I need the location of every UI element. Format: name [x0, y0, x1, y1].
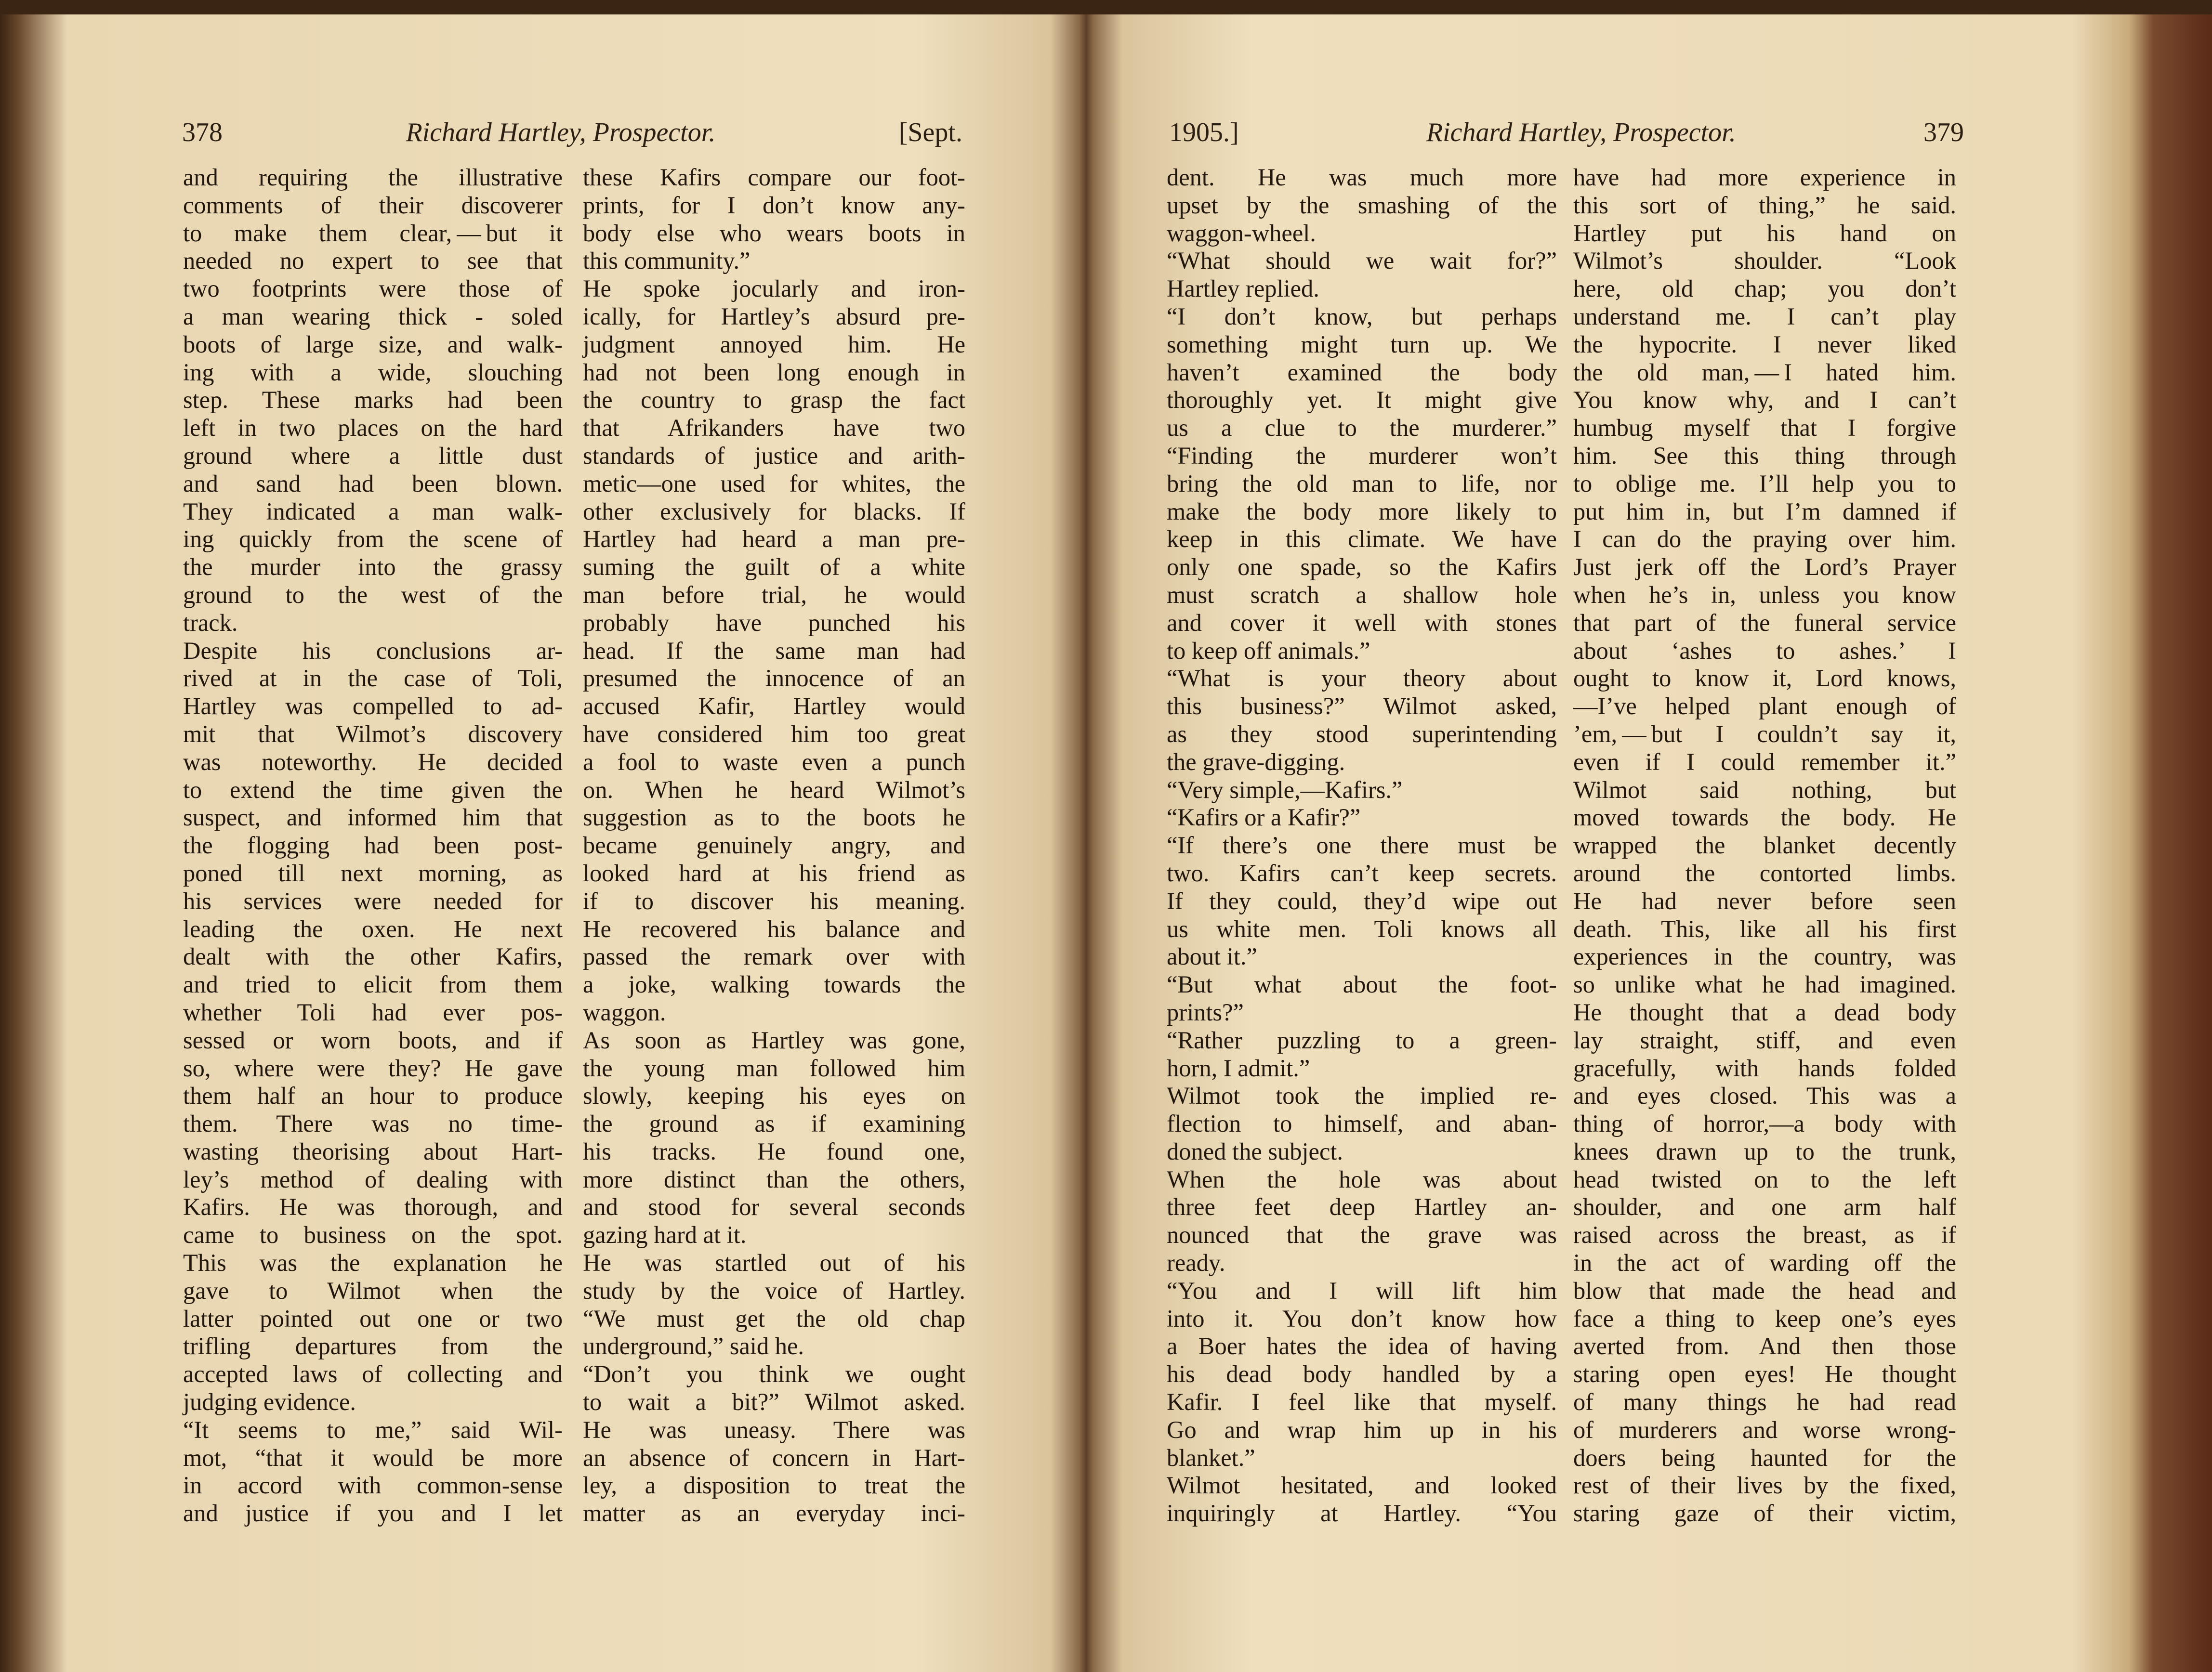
text-line: his dead body handled by a	[1167, 1360, 1557, 1388]
text-line: Wilmot took the implied re-	[1167, 1082, 1557, 1110]
text-line: his services were needed for	[183, 887, 563, 914]
text-line: knees drawn up to the trunk,	[1573, 1137, 1956, 1165]
text-line: “Rather puzzling to a green-	[1167, 1026, 1557, 1054]
text-line: a Boer hates the idea of having	[1167, 1332, 1557, 1360]
text-line: latter pointed out one or two	[183, 1305, 563, 1332]
text-line: head. If the same man had	[583, 637, 965, 664]
text-line: Despite his conclusions ar-	[183, 637, 563, 664]
text-line: raised across the breast, as if	[1573, 1221, 1956, 1249]
text-line: in accord with common-sense	[183, 1472, 563, 1499]
text-line: had not been long enough in	[583, 358, 965, 386]
text-line: man before trial, he would	[583, 581, 965, 608]
text-line: an absence of concern in Hart-	[583, 1444, 965, 1471]
text-line: “But what about the foot-	[1167, 971, 1557, 998]
text-line: them. There was no time-	[183, 1110, 563, 1137]
text-line: study by the voice of Hartley.	[583, 1277, 965, 1304]
text-line: doers being haunted for the	[1573, 1444, 1956, 1471]
text-line: “What should we wait for?”	[1167, 247, 1557, 274]
text-line: wrapped the blanket decently	[1573, 832, 1956, 859]
left-column-1	[183, 164, 563, 1528]
text-line: leading the oxen. He next	[183, 915, 563, 942]
text-line: have considered him too great	[583, 720, 965, 747]
text-line: other exclusively for blacks. If	[583, 497, 965, 525]
text-line: and justice if you and I let	[183, 1500, 563, 1527]
text-line: Kafirs. He was thorough, and	[183, 1193, 563, 1221]
text-line: This was the explanation he	[183, 1249, 563, 1277]
right-running-date: 1905.]	[1169, 118, 1239, 147]
text-line: judgment annoyed him. He	[583, 330, 965, 358]
right-page	[1090, 0, 2149, 1672]
text-line: wasting theorising about Hart-	[183, 1137, 563, 1165]
text-line: “Finding the murderer won’t	[1167, 442, 1557, 469]
text-line: his tracks. He found one,	[583, 1137, 965, 1165]
text-line: looked hard at his friend as	[583, 859, 965, 887]
right-running-title: Richard Hartley, Prospector.	[1426, 118, 1736, 147]
text-line: prints?”	[1167, 998, 1244, 1026]
text-line: experiences in the country, was	[1573, 943, 1956, 970]
text-line: nounced that the grave was	[1167, 1221, 1557, 1249]
text-line: a joke, walking towards the	[583, 971, 965, 998]
text-line: He spoke jocularly and iron-	[583, 275, 965, 302]
text-line: staring open eyes! He thought	[1573, 1360, 1956, 1388]
text-line: rest of their lives by the fixed,	[1573, 1472, 1956, 1499]
text-line: rived at in the case of Toli,	[183, 665, 563, 692]
text-line: a man wearing thick - soled	[183, 302, 563, 330]
left-running-date: [Sept.	[898, 118, 962, 147]
text-line: gave to Wilmot when the	[183, 1277, 563, 1304]
left-page	[0, 0, 1084, 1672]
text-line: Wilmot said nothing, but	[1573, 776, 1956, 803]
text-line: standards of justice and arith-	[583, 442, 965, 469]
text-line: Just jerk off the Lord’s Prayer	[1573, 553, 1956, 581]
text-line: the murder into the grassy	[183, 553, 563, 581]
text-line: blanket.”	[1167, 1444, 1255, 1471]
left-column-2	[583, 164, 965, 1528]
text-line: about it.”	[1167, 943, 1257, 970]
text-line: was noteworthy. He decided	[183, 748, 563, 775]
text-line: dent. He was much more	[1167, 164, 1557, 191]
text-line: to oblige me. I’ll help you to	[1573, 470, 1956, 497]
text-line: became genuinely angry, and	[583, 832, 965, 859]
text-line: ley, a disposition to treat the	[583, 1472, 965, 1499]
text-line: averted from. And then those	[1573, 1332, 1956, 1360]
text-line: and requiring the illustrative	[183, 164, 563, 191]
text-line: keep in this climate. We have	[1167, 525, 1557, 553]
text-line: As soon as Hartley was gone,	[583, 1026, 965, 1054]
text-line: if to discover his meaning.	[583, 887, 965, 914]
text-line: probably have punched his	[583, 609, 965, 636]
text-line: lay straight, stiff, and even	[1573, 1026, 1956, 1054]
text-line: “Kafirs or a Kafir?”	[1167, 804, 1361, 831]
text-line: two. Kafirs can’t keep secrets.	[1167, 859, 1557, 887]
text-line: and tried to elicit from them	[183, 971, 563, 998]
text-line: head twisted on to the left	[1573, 1165, 1956, 1193]
text-line: He recovered his balance and	[583, 915, 965, 942]
text-line: death. This, like all his first	[1573, 915, 1956, 942]
text-line: ’em, — but I couldn’t say it,	[1573, 720, 1956, 747]
text-line: horn, I admit.”	[1167, 1054, 1310, 1082]
text-line: ing with a wide, slouching	[183, 358, 563, 386]
text-line: Hartley put his hand on	[1573, 219, 1956, 247]
text-line: gazing hard at it.	[583, 1221, 747, 1249]
text-line: into it. You don’t know how	[1167, 1305, 1557, 1332]
text-line: “Very simple,—Kafirs.”	[1167, 776, 1403, 803]
text-line: in the act of warding off the	[1573, 1249, 1956, 1277]
text-line: and eyes closed. This was a	[1573, 1082, 1956, 1110]
text-line: to wait a bit?” Wilmot asked.	[583, 1388, 965, 1416]
text-line: haven’t examined the body	[1167, 358, 1557, 386]
text-line: the country to grasp the fact	[583, 386, 965, 414]
text-line: upset by the smashing of the	[1167, 191, 1557, 219]
text-line: step. These marks had been	[183, 386, 563, 414]
text-line: Wilmot hesitated, and looked	[1167, 1472, 1557, 1499]
left-running-header	[182, 113, 962, 152]
text-line: suming the guilt of a white	[583, 553, 965, 581]
text-line: “I don’t know, but perhaps	[1167, 302, 1557, 330]
text-line: to make them clear, — but it	[183, 219, 563, 247]
text-line: shoulder, and one arm half	[1573, 1193, 1956, 1221]
text-line: They indicated a man walk-	[183, 497, 563, 525]
text-line: ley’s method of dealing with	[183, 1165, 563, 1193]
text-line: thing of horror,—a body with	[1573, 1110, 1956, 1137]
text-line: dealt with the other Kafirs,	[183, 943, 563, 970]
text-line: of murderers and worse wrong-	[1573, 1416, 1956, 1443]
text-line: Kafir. I feel like that myself.	[1167, 1388, 1557, 1416]
text-line: doned the subject.	[1167, 1137, 1343, 1165]
text-line: here, old chap; you don’t	[1573, 275, 1956, 302]
text-line: He was startled out of his	[583, 1249, 965, 1277]
right-column-1	[1167, 164, 1557, 1528]
text-line: accused Kafir, Hartley would	[583, 692, 965, 720]
text-line: as they stood superintending	[1167, 720, 1557, 747]
text-line: to keep off animals.”	[1167, 637, 1370, 664]
text-line: Hartley was compelled to ad-	[183, 692, 563, 720]
text-line: trifling departures from the	[183, 1332, 563, 1360]
text-line: about ‘ashes to ashes.’ I	[1573, 637, 1956, 664]
left-running-title: Richard Hartley, Prospector.	[406, 118, 716, 147]
text-line: these Kafirs compare our foot-	[583, 164, 965, 191]
text-line: the ground as if examining	[583, 1110, 965, 1137]
text-line: prints, for I don’t know any-	[583, 191, 965, 219]
text-line: the grave-digging.	[1167, 748, 1345, 775]
text-line: waggon.	[583, 998, 666, 1026]
text-line: must scratch a shallow hole	[1167, 581, 1557, 608]
text-line: Hartley had heard a man pre-	[583, 525, 965, 553]
text-line: accepted laws of collecting and	[183, 1360, 563, 1388]
text-line: make the body more likely to	[1167, 497, 1557, 525]
text-line: needed no expert to see that	[183, 247, 563, 274]
text-line: something might turn up. We	[1167, 330, 1557, 358]
text-line: on. When he heard Wilmot’s	[583, 776, 965, 803]
text-line: mit that Wilmot’s discovery	[183, 720, 563, 747]
text-line: whether Toli had ever pos-	[183, 998, 563, 1026]
text-line: the hypocrite. I never liked	[1573, 330, 1956, 358]
text-line: You know why, and I can’t	[1573, 386, 1956, 414]
text-line: presumed the innocence of an	[583, 665, 965, 692]
text-line: left in two places on the hard	[183, 414, 563, 442]
text-line: poned till next morning, as	[183, 859, 563, 887]
right-running-header	[1169, 113, 1964, 152]
text-line: the young man followed him	[583, 1054, 965, 1082]
text-line: ought to know it, Lord knows,	[1573, 665, 1956, 692]
text-line: came to business on the spot.	[183, 1221, 563, 1249]
text-line: him. See this thing through	[1573, 442, 1956, 469]
text-line: this community.”	[583, 247, 750, 274]
text-line: that Afrikanders have two	[583, 414, 965, 442]
text-line: boots of large size, and walk-	[183, 330, 563, 358]
text-line: moved towards the body. He	[1573, 804, 1956, 831]
text-line: us a clue to the murderer.”	[1167, 414, 1557, 442]
text-line: “You and I will lift him	[1167, 1277, 1557, 1304]
text-line: understand me. I can’t play	[1573, 302, 1956, 330]
text-line: inquiringly at Hartley. “You	[1167, 1500, 1557, 1527]
text-line: them half an hour to produce	[183, 1082, 563, 1110]
text-line: matter as an everyday inci-	[583, 1500, 965, 1527]
text-line: have had more experience in	[1573, 164, 1956, 191]
text-line: sessed or worn boots, and if	[183, 1026, 563, 1054]
text-line: track.	[183, 609, 238, 636]
text-line: around the contorted limbs.	[1573, 859, 1956, 887]
text-line: only one spade, so the Kafirs	[1167, 553, 1557, 581]
text-line: ready.	[1167, 1249, 1225, 1277]
text-line: judging evidence.	[183, 1388, 356, 1416]
text-line: comments of their discoverer	[183, 191, 563, 219]
text-line: ically, for Hartley’s absurd pre-	[583, 302, 965, 330]
text-line: If they could, they’d wipe out	[1167, 887, 1557, 914]
text-line: two footprints were those of	[183, 275, 563, 302]
text-line: suggestion as to the boots he	[583, 804, 965, 831]
text-line: us white men. Toli knows all	[1167, 915, 1557, 942]
text-line: He had never before seen	[1573, 887, 1956, 914]
text-line: so unlike what he had imagined.	[1573, 971, 1956, 998]
text-line: flection to himself, and aban-	[1167, 1110, 1557, 1137]
text-line: “It seems to me,” said Wil-	[183, 1416, 563, 1443]
text-line: gracefully, with hands folded	[1573, 1054, 1956, 1082]
text-line: of many things he had read	[1573, 1388, 1956, 1416]
text-line: humbug myself that I forgive	[1573, 414, 1956, 442]
text-line: underground,” said he.	[583, 1332, 804, 1360]
text-line: and sand had been blown.	[183, 470, 563, 497]
text-line: He was uneasy. There was	[583, 1416, 965, 1443]
text-line: waggon-wheel.	[1167, 219, 1316, 247]
text-line: put him in, but I’m damned if	[1573, 497, 1956, 525]
text-line: “Don’t you think we ought	[583, 1360, 965, 1388]
text-line: this business?” Wilmot asked,	[1167, 692, 1557, 720]
text-line: staring gaze of their victim,	[1573, 1500, 1956, 1527]
text-line: to extend the time given the	[183, 776, 563, 803]
text-line: when he’s in, unless you know	[1573, 581, 1956, 608]
right-column-2	[1573, 164, 1956, 1528]
text-line: mot, “that it would be more	[183, 1444, 563, 1471]
text-line: I can do the praying over him.	[1573, 525, 1956, 553]
text-line: “We must get the old chap	[583, 1305, 965, 1332]
text-line: ing quickly from the scene of	[183, 525, 563, 553]
text-line: Go and wrap him up in his	[1167, 1416, 1557, 1443]
text-line: a fool to waste even a punch	[583, 748, 965, 775]
text-line: this sort of thing,” he said.	[1573, 191, 1956, 219]
text-line: that part of the funeral service	[1573, 609, 1956, 636]
text-line: “If there’s one there must be	[1167, 832, 1557, 859]
right-page-number: 379	[1923, 118, 1964, 147]
text-line: metic—one used for whites, the	[583, 470, 965, 497]
text-line: thoroughly yet. It might give	[1167, 386, 1557, 414]
text-line: face a thing to keep one’s eyes	[1573, 1305, 1956, 1332]
text-line: even if I could remember it.”	[1573, 748, 1956, 775]
text-line: “What is your theory about	[1167, 665, 1557, 692]
text-line: bring the old man to life, nor	[1167, 470, 1557, 497]
text-line: the old man, — I hated him.	[1573, 358, 1956, 386]
text-line: passed the remark over with	[583, 943, 965, 970]
text-line: and stood for several seconds	[583, 1193, 965, 1221]
text-line: slowly, keeping his eyes on	[583, 1082, 965, 1110]
text-line: —I’ve helped plant enough of	[1573, 692, 1956, 720]
text-line: so, where were they? He gave	[183, 1054, 563, 1082]
text-line: suspect, and informed him that	[183, 804, 563, 831]
text-line: the flogging had been post-	[183, 832, 563, 859]
text-line: ground to the west of the	[183, 581, 563, 608]
text-line: body else who wears boots in	[583, 219, 965, 247]
text-line: ground where a little dust	[183, 442, 563, 469]
left-page-number: 378	[182, 118, 223, 147]
text-line: He thought that a dead body	[1573, 998, 1956, 1026]
text-line: three feet deep Hartley an-	[1167, 1193, 1557, 1221]
text-line: Hartley replied.	[1167, 275, 1319, 302]
text-line: When the hole was about	[1167, 1165, 1557, 1193]
text-line: Wilmot’s shoulder. “Look	[1573, 247, 1956, 274]
text-line: and cover it well with stones	[1167, 609, 1557, 636]
text-line: more distinct than the others,	[583, 1165, 965, 1193]
text-line: blow that made the head and	[1573, 1277, 1956, 1304]
